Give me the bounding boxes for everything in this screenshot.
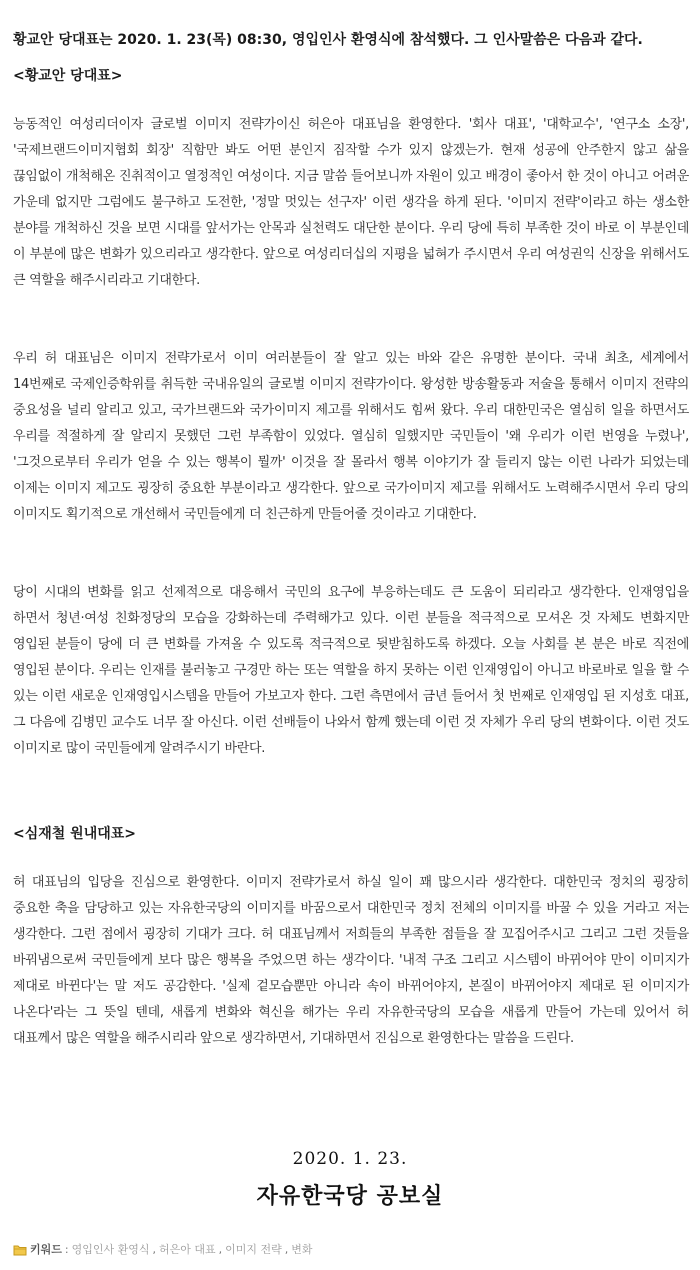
- keyword-comma: ,: [284, 1243, 289, 1256]
- folder-icon: [13, 1244, 27, 1256]
- keywords-bar: [13, 1242, 313, 1258]
- release-date: 2020. 1. 23.: [292, 1149, 408, 1169]
- keyword-comma: ,: [218, 1243, 223, 1256]
- keyword-link[interactable]: 허은아 대표: [159, 1243, 216, 1256]
- keyword-comma: ,: [152, 1243, 156, 1256]
- section-heading-hwang: <황교안 당대표>: [13, 68, 123, 84]
- paragraph-shim-1: 허 대표님의 입당을 진심으로 환영한다. 이미지 전략가로서 하실 일이 꽤 많으시라 생각한다. 대한민국 정치의 굉장히 중요한 축을 담당하고 있는 자유한국당의 이미지를 바꿈으로서 대한민국 정치 전체의 이미지를 바꿀 수 있을 거라고 저는 생각한다. 그런 점에서 굉장히 기대가 크다. 허 대표님께서 저희들의 부족한 점들을 잘 꼬집어주시고 그리고 그런 것들을 바꿔냄으로써 국민들에게 보다 많은 행복을 주었으면 하는 생각이다. '내적 구조 그리고 시스템이 바뀌어야 만이 이미지가 제대로 바뀐다'는 말 저도 공감한다. '실제 겉모습뿐만 아니라 속이 바뀌어야지, 본질이 바뀌어야지 제대로 된 이미지가 나온다'라는 그 뜻일 텐데, 새롭게 변화와 혁신을 해가는 우리 자유한국당의 모습을 새롭게 만들어 가는데 있어서 허 대표께서 많은 역할을 해주시리라 앞으로 생각하면서, 기대하면서 진심으로 환영한다는 말씀을 드린다.: [13, 875, 689, 1046]
- keywords-label: 키워드: [30, 1243, 62, 1256]
- paragraph-hwang-1: 능동적인 여성리더이자 글로벌 이미지 전략가이신 허은아 대표님을 환영한다. '회사 대표', '대학교수', '연구소 소장', '국제브랜드이미지협회 회장' 직함만 봐도 어떤 분인지 짐작할 수가 있지 않겠는가. 현재 성공에 안주한지 않고 삶을 끊임없이 개척해온 진취적이고 열정적인 여성이다. 지금 말씀 들어보니까 자원이 있고 배경이 좋아서 한 것이 아니고 어려운 가운데 없지만 그럼에도 불구하고 도전한, '정말 멋있는 선구자' 이런 생각을 하게 된다. '이미지 전략'이라고 하는 생소한 분야를 개척하신 것을 보면 시대를 앞서가는 안목과 실천력도 대단한 분이다. 우리 당에 특히 부족한 것이 바로 이 부분인데 이 부분에 많은 변화가 있으리라고 생각한다. 앞으로 여성리더십의 지평을 넓혀가 주시면서 우리 여성권익 신장을 위해서도 큰 역할을 해주시리라고 기대한다.: [13, 117, 689, 288]
- paragraph-hwang-2: 우리 허 대표님은 이미지 전략가로서 이미 여러분들이 잘 알고 있는 바와 같은 유명한 분이다. 국내 최초, 세계에서 14번째로 국제인증학위를 취득한 국내유일의 글로벌 이미지 전략가이다. 왕성한 방송활동과 저술을 통해서 이미지 전략의 중요성을 널리 알리고 있고, 국가브랜드와 국가이미지 제고를 위해서도 힘써 왔다. 우리 대한민국은 열심히 일을 하면서도 우리를 적절하게 잘 알리지 못했던 그런 부족함이 있었다. 열심히 일했지만 국민들이 '왜 우리가 이런 번영을 누렸나', '그것으로부터 우리가 얻을 수 있는 행복이 뭘까' 이것을 잘 몰라서 행복 이야기가 잘 들리지 않는 이런 나라가 되었는데 이제는 이미지 제고도 굉장히 중요한 부분이라고 생각한다. 앞으로 국가이미지 제고를 위해서도 노력해주시면서 우리 당의 이미지도 획기적으로 개선해서 국민들에게 더 친근하게 만들어줄 것이라고 기대한다.: [13, 351, 689, 522]
- organization-name: 자유한국당 공보실: [256, 1184, 444, 1209]
- keyword-link[interactable]: 변화: [291, 1243, 313, 1256]
- keywords-separator: :: [64, 1243, 69, 1256]
- keyword-link[interactable]: 영입인사 환영식: [71, 1243, 150, 1256]
- paragraph-hwang-3: 당이 시대의 변화를 읽고 선제적으로 대응해서 국민의 요구에 부응하는데도 큰 도움이 되리라고 생각한다. 인재영입을 하면서 청년·여성 친화정당의 모습을 강화하는데 주력해가고 있다. 이런 분들을 적극적으로 모셔온 것 자체도 변화지만 영입된 분들이 당에 더 큰 변화를 가져올 수 있도록 적극적으로 뒷받침하도록 하겠다. 오늘 사회를 본 분은 바로 직전에 영입된 분이다. 우리는 인재를 불러놓고 구경만 하는 또는 역할을 하지 못하는 이런 인재영입이 아니고 바로바로 일을 할 수 있는 이런 새로운 인재영입시스템을 만들어 가보고자 한다. 그런 측면에서 금년 들어서 첫 번째로 인재영입 된 지성호 대표, 그 다음에 김병민 교수도 너무 잘 아신다. 이런 선배들이 나와서 함께 했는데 이런 것 자체가 우리 당의 변화이다. 이런 것도 이미지로 많이 국민들에게 알려주시기 바란다.: [13, 585, 689, 756]
- section-heading-shim: <심재철 원내대표>: [13, 826, 137, 842]
- intro-sentence: 황교안 당대표는 2020. 1. 23(목) 08:30, 영입인사 환영식에 참석했다. 그 인사말씀은 다음과 같다.: [13, 32, 643, 48]
- keyword-link[interactable]: 이미지 전략: [225, 1243, 282, 1256]
